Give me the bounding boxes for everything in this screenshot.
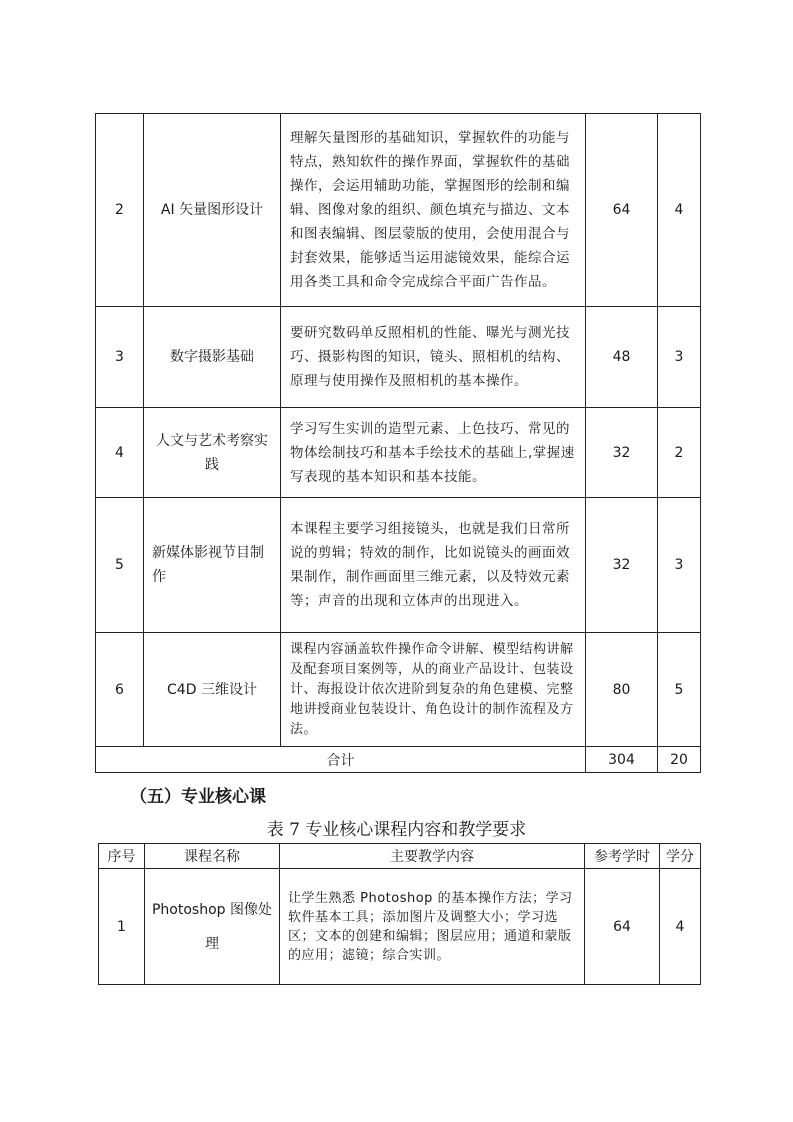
header-number: 序号: [99, 844, 145, 869]
course-name: AI 矢量图形设计: [144, 114, 281, 307]
course-name: 数字摄影基础: [144, 307, 281, 408]
course-credits: 2: [658, 408, 701, 498]
core-course-table: [98, 843, 701, 985]
table-row: [96, 114, 701, 307]
table-row: [96, 408, 701, 498]
course-number: 4: [96, 408, 144, 498]
course-hours: 80: [586, 633, 658, 747]
course-hours: 48: [586, 307, 658, 408]
course-hours: 32: [586, 408, 658, 498]
table-row: [96, 633, 701, 747]
course-number: 5: [96, 498, 144, 633]
table-row: [96, 307, 701, 408]
total-hours: 304: [586, 747, 658, 773]
course-content: 理解矢量图形的基础知识，掌握软件的功能与特点，熟知软件的操作界面，掌握软件的基础操作，会运用辅助功能，掌握图形的绘制和编辑、图像对象的组织、颜色填充与描边、文本和图表编辑、图层蒙版的使用，会使用混合与封套效果，能够适当运用滤镜效果，能综合运用各类工具和命令完成综合平面广告作品。: [281, 114, 586, 307]
course-content: 让学生熟悉 Photoshop 的基本操作方法；学习软件基本工具；添加图片及调整大小；学习选区；文本的创建和编辑；图层应用；通道和蒙版的应用；滤镜；综合实训。: [280, 869, 585, 985]
course-name: 新媒体影视节目制作: [144, 498, 281, 633]
table-header-row: [99, 844, 701, 869]
course-credits: 4: [658, 114, 701, 307]
course-content: 学习写生实训的造型元素、上色技巧、常见的物体绘制技巧和基本手绘技术的基础上,掌握速写表现的基本知识和基本技能。: [281, 408, 586, 498]
course-hours: 64: [586, 114, 658, 307]
course-content: 本课程主要学习组接镜头，也就是我们日常所说的剪辑；特效的制作，比如说镜头的画面效果制作，制作画面里三维元素，以及特效元素等；声音的出现和立体声的出现进入。: [281, 498, 586, 633]
course-name: 人文与艺术考察实践: [144, 408, 281, 498]
header-content: 主要教学内容: [280, 844, 585, 869]
total-label: 合计: [96, 747, 586, 773]
total-credits: 20: [658, 747, 701, 773]
header-credits: 学分: [660, 844, 701, 869]
course-credits: 3: [658, 307, 701, 408]
course-credits: 3: [658, 498, 701, 633]
course-content: 课程内容涵盖软件操作命令讲解、模型结构讲解及配套项目案例等，从的商业产品设计、包装设计、海报设计依次进阶到复杂的角色建模、完整地讲授商业包装设计、角色设计的制作流程及方法。: [281, 633, 586, 747]
total-row: [96, 747, 701, 773]
course-content: 要研究数码单反照相机的性能、曝光与测光技巧、摄影构图的知识，镜头、照相机的结构、原理与使用操作及照相机的基本操作。: [281, 307, 586, 408]
header-course-name: 课程名称: [145, 844, 280, 869]
course-hours: 64: [585, 869, 660, 985]
course-number: 6: [96, 633, 144, 747]
course-number: 3: [96, 307, 144, 408]
course-credits: 4: [660, 869, 701, 985]
course-name: C4D 三维设计: [144, 633, 281, 747]
course-table-continued: [95, 113, 701, 773]
table-row: [99, 869, 701, 985]
table-caption: 表 7 专业核心课程内容和教学要求: [266, 820, 527, 840]
section-heading: （五）专业核心课: [130, 787, 266, 807]
course-number: 1: [99, 869, 145, 985]
header-hours: 参考学时: [585, 844, 660, 869]
course-credits: 5: [658, 633, 701, 747]
course-name: Photoshop 图像处理: [145, 869, 280, 985]
course-hours: 32: [586, 498, 658, 633]
table-row: [96, 498, 701, 633]
course-number: 2: [96, 114, 144, 307]
